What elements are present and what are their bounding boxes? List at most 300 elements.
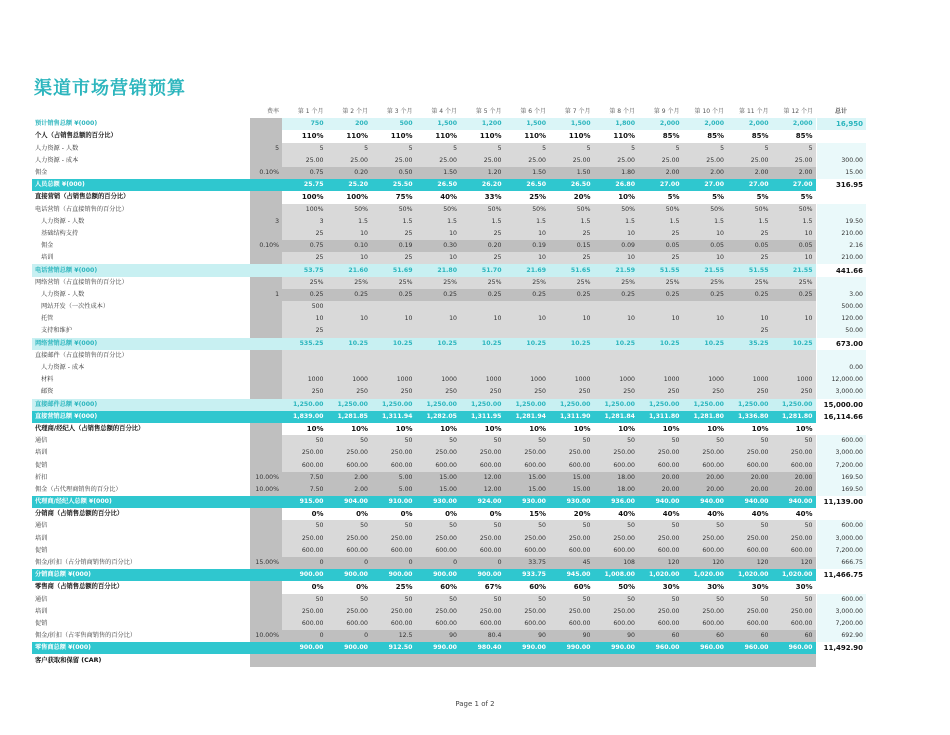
month-cell[interactable]: 60% [440,583,457,592]
month-cell[interactable]: 50% [618,583,635,592]
month-cell[interactable]: 1,800 [594,118,639,130]
month-cell[interactable]: 50 [594,435,639,447]
month-cell[interactable]: 1000 [416,374,461,386]
total-cell[interactable]: 673.00 [816,338,866,350]
month-cell[interactable] [683,654,728,666]
month-cell[interactable]: 53.75 [282,264,327,276]
month-cell[interactable]: 50 [772,435,817,447]
month-cell[interactable]: 40% [662,510,680,519]
month-cell[interactable]: 30% [707,583,724,592]
month-cell[interactable]: 5 [327,143,372,155]
month-cell[interactable]: 0 [371,557,416,569]
month-cell[interactable]: 250.00 [772,533,817,545]
row-label[interactable]: 人力资源 - 人数 [41,217,85,225]
month-cell[interactable]: 10 [371,313,416,325]
month-cell[interactable]: 250.00 [371,606,416,618]
month-cell[interactable] [727,654,772,666]
month-cell[interactable]: 250.00 [594,533,639,545]
month-cell[interactable]: 600.00 [282,545,327,557]
month-cell[interactable]: 1,200 [460,118,505,130]
month-cell[interactable]: 0.20 [327,167,372,179]
total-cell[interactable] [816,277,866,289]
month-cell[interactable]: 990.00 [505,642,550,654]
month-cell[interactable]: 25% [371,277,416,289]
month-cell[interactable]: 50 [594,520,639,532]
month-cell[interactable]: 26.80 [594,179,639,191]
month-cell[interactable]: 10.25 [327,338,372,350]
month-cell[interactable]: 600.00 [772,618,817,630]
rate-cell[interactable] [250,654,282,666]
rate-cell[interactable] [250,569,282,581]
month-cell[interactable] [371,362,416,374]
month-cell[interactable]: 33% [484,193,502,202]
month-cell[interactable]: 50 [505,520,550,532]
total-cell[interactable] [816,350,866,362]
month-cell[interactable]: 250.00 [594,447,639,459]
month-cell[interactable]: 50 [282,435,327,447]
month-cell[interactable]: 600.00 [371,618,416,630]
month-cell[interactable]: 50 [282,594,327,606]
month-cell[interactable]: 250 [683,386,728,398]
month-cell[interactable]: 250 [327,386,372,398]
month-cell[interactable]: 600.00 [683,618,728,630]
month-cell[interactable]: 10 [772,228,817,240]
total-cell[interactable]: 210.00 [816,228,866,240]
month-cell[interactable]: 0.19 [371,240,416,252]
month-cell[interactable]: 0.25 [727,289,772,301]
rate-cell[interactable] [250,325,282,337]
month-cell[interactable]: 110% [346,132,368,141]
month-cell[interactable]: 50 [549,520,594,532]
month-cell[interactable]: 25.00 [772,155,817,167]
month-cell[interactable]: 1,250.00 [505,399,550,411]
month-cell[interactable]: 10 [683,252,728,264]
row-label[interactable]: 折扣 [35,473,48,481]
month-cell[interactable]: 1,250.00 [594,399,639,411]
month-cell[interactable]: 0 [416,557,461,569]
month-cell[interactable]: 5% [712,193,724,202]
month-cell[interactable]: 2.00 [638,167,683,179]
month-cell[interactable]: 0% [356,583,368,592]
month-cell[interactable]: 35.25 [727,338,772,350]
month-cell[interactable]: 50 [371,594,416,606]
row-label[interactable]: 人力资源 - 人数 [41,290,85,298]
month-cell[interactable]: 26.50 [505,179,550,191]
month-cell[interactable]: 25.00 [371,155,416,167]
month-cell[interactable]: 10% [573,424,591,433]
month-cell[interactable]: 1.5 [327,216,372,228]
month-cell[interactable]: 30% [662,583,680,592]
month-cell[interactable]: 50% [371,204,416,216]
rate-cell[interactable] [250,581,282,593]
month-cell[interactable]: 50 [638,594,683,606]
month-cell[interactable]: 2.00 [683,167,728,179]
month-cell[interactable]: 5% [800,193,813,202]
month-cell[interactable] [327,350,372,362]
row-label[interactable]: 直接营销（占销售总额的百分比） [35,193,130,201]
month-cell[interactable]: 50 [727,594,772,606]
month-cell[interactable]: 110% [479,132,502,141]
month-cell[interactable]: 25 [371,228,416,240]
month-cell[interactable]: 90 [594,630,639,642]
month-cell[interactable]: 40% [751,510,769,519]
month-cell[interactable]: 10 [727,313,772,325]
month-cell[interactable]: 25 [282,228,327,240]
total-cell[interactable] [816,191,866,203]
month-cell[interactable]: 1.5 [772,216,817,228]
month-cell[interactable] [594,654,639,666]
month-cell[interactable]: 900.00 [282,569,327,581]
total-cell[interactable]: 11,139.00 [816,496,866,508]
month-cell[interactable]: 25 [549,228,594,240]
month-cell[interactable]: 1000 [505,374,550,386]
month-cell[interactable]: 80.4 [460,630,505,642]
month-cell[interactable]: 50% [549,204,594,216]
month-cell[interactable]: 25% [772,277,817,289]
month-cell[interactable]: 25 [460,252,505,264]
month-cell[interactable]: 250.00 [549,606,594,618]
month-cell[interactable] [416,325,461,337]
month-cell[interactable]: 0.05 [727,240,772,252]
month-cell[interactable]: 10% [306,424,324,433]
month-cell[interactable]: 904.00 [327,496,372,508]
month-cell[interactable]: 250 [727,386,772,398]
row-label[interactable]: 分销商（占销售总额的百分比） [35,510,124,518]
month-cell[interactable]: 600.00 [594,545,639,557]
month-cell[interactable]: 5 [371,143,416,155]
month-cell[interactable]: 5 [549,143,594,155]
month-cell[interactable]: 90 [416,630,461,642]
month-cell[interactable]: 25.20 [327,179,372,191]
month-cell[interactable]: 250.00 [460,606,505,618]
month-cell[interactable]: 0% [400,510,413,519]
total-cell[interactable]: 3,000.00 [816,606,866,618]
month-cell[interactable]: 250 [371,386,416,398]
total-cell[interactable] [816,423,866,435]
rate-cell[interactable] [250,155,282,167]
month-cell[interactable]: 600.00 [416,545,461,557]
month-cell[interactable]: 25 [638,228,683,240]
month-cell[interactable]: 25 [549,252,594,264]
month-cell[interactable]: 110% [613,132,635,141]
month-cell[interactable]: 60% [573,583,591,592]
month-cell[interactable] [505,362,550,374]
month-cell[interactable]: 50% [460,204,505,216]
month-cell[interactable]: 0.10 [327,240,372,252]
row-label[interactable]: 预计销售总额 ¥(000) [35,120,98,128]
month-cell[interactable]: 25.00 [505,155,550,167]
month-cell[interactable]: 50 [549,435,594,447]
month-cell[interactable]: 250.00 [638,606,683,618]
month-cell[interactable]: 10 [327,252,372,264]
rate-cell[interactable]: 10.00% [250,472,282,484]
month-cell[interactable]: 50 [460,435,505,447]
month-cell[interactable]: 600.00 [282,618,327,630]
month-cell[interactable]: 600.00 [327,545,372,557]
month-cell[interactable] [594,325,639,337]
month-cell[interactable]: 930.00 [505,496,550,508]
month-cell[interactable] [416,654,461,666]
month-cell[interactable]: 90 [549,630,594,642]
month-cell[interactable] [505,325,550,337]
month-cell[interactable]: 0 [282,630,327,642]
month-cell[interactable] [772,654,817,666]
month-cell[interactable]: 85% [795,132,813,141]
month-cell[interactable]: 0.25 [282,289,327,301]
rate-cell[interactable] [250,606,282,618]
month-cell[interactable]: 1000 [683,374,728,386]
rate-cell[interactable]: 5 [250,143,282,155]
total-cell[interactable]: 3,000.00 [816,533,866,545]
month-cell[interactable] [327,301,372,313]
month-cell[interactable]: 10 [505,313,550,325]
rate-cell[interactable]: 0.10% [250,240,282,252]
month-cell[interactable]: 100% [282,204,327,216]
month-cell[interactable]: 1,250.00 [772,399,817,411]
month-cell[interactable] [505,301,550,313]
month-cell[interactable]: 21.55 [772,264,817,276]
rate-cell[interactable]: 15.00% [250,557,282,569]
month-cell[interactable]: 10 [772,252,817,264]
month-cell[interactable]: 600.00 [772,545,817,557]
month-cell[interactable]: 25.75 [282,179,327,191]
month-cell[interactable]: 600.00 [505,618,550,630]
month-cell[interactable]: 50 [327,594,372,606]
month-cell[interactable]: 25.50 [371,179,416,191]
month-cell[interactable]: 600.00 [594,459,639,471]
month-cell[interactable]: 26.20 [460,179,505,191]
rate-cell[interactable] [250,191,282,203]
month-cell[interactable]: 1,500 [549,118,594,130]
month-cell[interactable] [683,350,728,362]
month-cell[interactable]: 5% [667,193,680,202]
month-cell[interactable]: 10% [795,424,813,433]
month-cell[interactable]: 912.50 [371,642,416,654]
month-cell[interactable]: 0.25 [460,289,505,301]
month-cell[interactable]: 10 [594,252,639,264]
month-cell[interactable]: 250.00 [772,606,817,618]
month-cell[interactable]: 60% [529,583,546,592]
total-cell[interactable]: 600.00 [816,594,866,606]
month-cell[interactable]: 85% [751,132,769,141]
month-cell[interactable]: 0.30 [416,240,461,252]
row-label[interactable]: 通信 [35,437,48,445]
row-label[interactable]: 直接营销总额 ¥(000) [32,411,250,423]
month-cell[interactable]: 600.00 [727,459,772,471]
month-cell[interactable]: 940.00 [638,496,683,508]
month-cell[interactable]: 20.00 [772,484,817,496]
month-cell[interactable] [327,654,372,666]
month-cell[interactable]: 250.00 [727,606,772,618]
month-cell[interactable]: 50 [727,520,772,532]
month-cell[interactable]: 25% [505,277,550,289]
month-cell[interactable]: 900.00 [371,569,416,581]
total-cell[interactable]: 11,466.75 [816,569,866,581]
month-cell[interactable]: 75% [395,193,413,202]
month-cell[interactable]: 25 [727,252,772,264]
total-cell[interactable]: 666.75 [816,557,866,569]
month-cell[interactable]: 250.00 [460,447,505,459]
month-cell[interactable]: 1,281.84 [594,411,639,423]
month-cell[interactable]: 5.00 [371,472,416,484]
month-cell[interactable] [549,362,594,374]
month-cell[interactable]: 600.00 [549,459,594,471]
month-cell[interactable]: 15% [529,510,546,519]
month-cell[interactable]: 600.00 [371,459,416,471]
total-cell[interactable]: 500.00 [816,301,866,313]
month-cell[interactable]: 21.55 [683,264,728,276]
month-cell[interactable]: 0.25 [549,289,594,301]
month-cell[interactable]: 50 [772,520,817,532]
total-cell[interactable]: 7,200.00 [816,618,866,630]
row-label[interactable]: 电话营销总额 ¥(000) [32,264,250,276]
month-cell[interactable]: 960.00 [683,642,728,654]
month-cell[interactable]: 10 [772,313,817,325]
month-cell[interactable]: 50 [727,435,772,447]
month-cell[interactable]: 85% [707,132,724,141]
month-cell[interactable]: 250 [416,386,461,398]
month-cell[interactable]: 25% [683,277,728,289]
month-cell[interactable]: 10.25 [416,338,461,350]
month-cell[interactable]: 10 [594,228,639,240]
month-cell[interactable]: 25.00 [594,155,639,167]
month-cell[interactable]: 0.25 [371,289,416,301]
month-cell[interactable]: 10.25 [549,338,594,350]
month-cell[interactable]: 50 [371,520,416,532]
month-cell[interactable]: 50% [327,204,372,216]
rate-cell[interactable] [250,508,282,520]
month-cell[interactable]: 20.00 [727,484,772,496]
month-cell[interactable]: 915.00 [282,496,327,508]
total-cell[interactable]: 3.00 [816,289,866,301]
month-cell[interactable]: 1,281.80 [683,411,728,423]
month-cell[interactable]: 1.5 [683,216,728,228]
month-cell[interactable]: 1000 [594,374,639,386]
month-cell[interactable]: 900.00 [327,569,372,581]
month-cell[interactable] [371,325,416,337]
row-label[interactable]: 网络营销总额 ¥(000) [32,338,250,350]
month-cell[interactable] [549,325,594,337]
month-cell[interactable] [549,654,594,666]
month-cell[interactable]: 500 [282,301,327,313]
month-cell[interactable]: 5 [505,143,550,155]
month-cell[interactable]: 10.25 [594,338,639,350]
month-cell[interactable]: 2.00 [772,167,817,179]
month-cell[interactable]: 1000 [371,374,416,386]
rate-cell[interactable]: 3 [250,216,282,228]
month-cell[interactable]: 1,311.80 [638,411,683,423]
month-cell[interactable] [594,362,639,374]
month-cell[interactable]: 5 [638,143,683,155]
total-cell[interactable] [816,130,866,142]
month-cell[interactable]: 25% [395,583,413,592]
month-cell[interactable]: 900.00 [327,642,372,654]
month-cell[interactable]: 600.00 [683,459,728,471]
month-cell[interactable]: 60 [683,630,728,642]
month-cell[interactable]: 900.00 [460,569,505,581]
month-cell[interactable]: 250.00 [727,447,772,459]
month-cell[interactable] [549,350,594,362]
month-cell[interactable]: 1000 [327,374,372,386]
month-cell[interactable]: 45 [549,557,594,569]
month-cell[interactable]: 50 [549,594,594,606]
month-cell[interactable]: 10 [638,313,683,325]
month-cell[interactable]: 250.00 [371,533,416,545]
month-cell[interactable]: 960.00 [727,642,772,654]
rate-cell[interactable] [250,520,282,532]
month-cell[interactable]: 250.00 [282,606,327,618]
month-cell[interactable]: 50 [460,520,505,532]
row-label[interactable]: 个人（占销售总额的百分比） [35,132,117,140]
month-cell[interactable]: 25.00 [282,155,327,167]
month-cell[interactable]: 250.00 [549,533,594,545]
row-label[interactable]: 促销 [35,461,48,469]
month-cell[interactable]: 250 [594,386,639,398]
month-cell[interactable]: 21.60 [327,264,372,276]
month-cell[interactable]: 5 [416,143,461,155]
month-cell[interactable]: 1,020.00 [727,569,772,581]
month-cell[interactable]: 110% [568,132,591,141]
month-cell[interactable] [460,362,505,374]
month-cell[interactable]: 0 [327,630,372,642]
month-cell[interactable]: 25 [282,325,327,337]
month-cell[interactable]: 10% [662,424,680,433]
month-cell[interactable]: 1,250.00 [460,399,505,411]
month-cell[interactable]: 0.25 [772,289,817,301]
month-cell[interactable]: 10% [440,424,457,433]
month-cell[interactable]: 1,250.00 [638,399,683,411]
month-cell[interactable]: 2,000 [638,118,683,130]
month-cell[interactable]: 250.00 [638,533,683,545]
month-cell[interactable]: 51.69 [371,264,416,276]
month-cell[interactable]: 40% [707,510,724,519]
month-cell[interactable]: 20.00 [683,484,728,496]
month-cell[interactable]: 1000 [460,374,505,386]
row-label[interactable]: 佣金/折扣（占分销商销售的百分比） [35,559,137,567]
total-cell[interactable]: 600.00 [816,520,866,532]
month-cell[interactable]: 27.00 [727,179,772,191]
month-cell[interactable]: 27.00 [772,179,817,191]
month-cell[interactable]: 1,500 [505,118,550,130]
month-cell[interactable]: 25.00 [460,155,505,167]
month-cell[interactable]: 5 [594,143,639,155]
month-cell[interactable] [505,350,550,362]
rate-cell[interactable] [250,301,282,313]
month-cell[interactable]: 25% [460,277,505,289]
month-cell[interactable]: 25 [727,325,772,337]
month-cell[interactable]: 600.00 [549,545,594,557]
month-cell[interactable] [772,350,817,362]
month-cell[interactable]: 1,311.95 [460,411,505,423]
row-label[interactable]: 佣金（占代理商销售的百分比） [35,485,122,493]
month-cell[interactable]: 25.00 [638,155,683,167]
month-cell[interactable]: 600.00 [638,545,683,557]
month-cell[interactable]: 51.55 [638,264,683,276]
month-cell[interactable]: 250.00 [416,447,461,459]
month-cell[interactable]: 0.15 [549,240,594,252]
month-cell[interactable]: 535.25 [282,338,327,350]
total-cell[interactable]: 15,000.00 [816,399,866,411]
month-cell[interactable]: 0.25 [505,289,550,301]
month-cell[interactable]: 990.00 [549,642,594,654]
month-cell[interactable] [683,325,728,337]
total-cell[interactable]: 441.66 [816,264,866,276]
month-cell[interactable]: 250.00 [683,447,728,459]
month-cell[interactable]: 50 [683,435,728,447]
month-cell[interactable]: 600.00 [460,545,505,557]
month-cell[interactable]: 1.5 [416,216,461,228]
month-cell[interactable]: 110% [390,132,413,141]
